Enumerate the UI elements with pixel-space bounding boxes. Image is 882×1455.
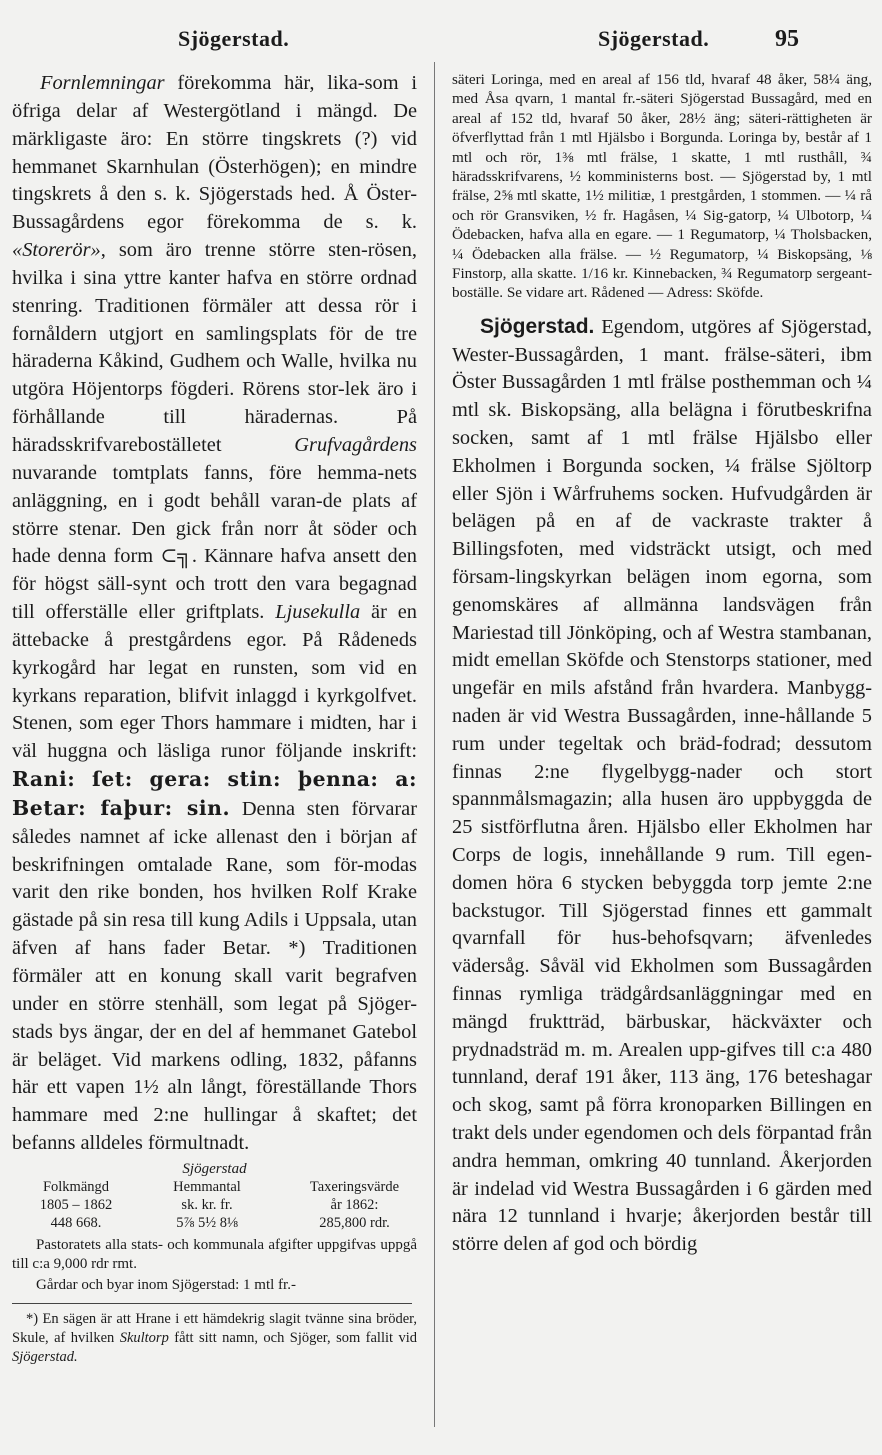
stats-note-farms: Gårdar och byar inom Sjögerstad: 1 mtl fr.-	[36, 1276, 296, 1293]
footnote	[12, 1310, 417, 1367]
intro-term: Fornlemningar	[40, 72, 165, 94]
stats-table	[12, 1178, 417, 1232]
skultorp-term: Skultorp	[119, 1329, 169, 1346]
stats-header: Folkmängd	[42, 1178, 110, 1195]
text-run: nuvarande tomtplats fanns, före hemma-nets anläggning, en i godt behåll varan-de plats af större stenar. Den gick från norr åt söder och hade denna form	[12, 461, 417, 568]
column-divider	[434, 62, 435, 1427]
text-run: Egendom, utgöres af Sjögerstad, Wester-Bussagården, 1 mant. frälse-säteri, ibm Öster Bussagården 1 mtl frälse posthemman och ¼ mtl sk. Biskopsäng, alla belägna i förutbeskrifna socken, samt af 1 mtl frälse Hjälsbo eller Ekholmen i Borgunda socken, ¼ frälse Sjöltorp eller Sjön i Wårfruhems socken. Hufvudgården är belägen på en af de vackraste trakter å Billingsfoten, med vidsträckt utsigt, och med försam-lingskyrkan belägen inom egorna, som genomskäres af allmänna landsvägen från Mariestad till Jönköping, och af Westra stambanan, midt emellan Sköfde och Stenstorps stationer, med ungefär en mils afstånd från hvardera. Manbygg-naden är vid Westra Bussagården, inne-hållande 5 rum under tegeltak och bräd-fodrad; dessutom finnas 2:ne flygelbygg-nader och stort spannmålsmagazin; alla husen äro uppbyggda de 25 sistförflutna åren. Hjälsbo eller Ekholmen har Corps de logis, innehållande 9 rum. Till egen-domen höra 6 stycken bebyggda torp jemte 2:ne backstugor. Till Sjögerstad finnes ett gammalt qvarnfall för hus-behofsqvarn; äfvenledes vädersåg. Såväl vid Ekholmen som Bussagården finnas rymliga trädgårdsanläggningar med en mängd fruktträd, bärbuskar, häckväxter och prydnadsträd m. m. Arealen upp-gifves till c:a 480 tunnland, deraf 191 åker, 113 äng, 176 beteshagar och skog, samt på förra kronoparken Billingen en trakt dels under egendomen och dels förpantad från andra hemman, omkring 40 tunnland. Åkerjorden är indelad vid Westra Bussagården i 6 gärden med nära 12 tunnland i hvarje; åkerjorden består till större delen af god och bördig	[452, 315, 872, 1256]
right-column	[452, 70, 872, 1259]
footnote-rule	[12, 1303, 412, 1304]
fornlemningar-paragraph	[12, 70, 417, 1158]
stats-header: Hemmantal	[173, 1178, 241, 1195]
stats-subheader: år 1862:	[330, 1196, 379, 1213]
text-run: Kännare hafva ansett den för högst säll-synt och trott den vara begagnad till offerställe eller griftplats.	[12, 545, 417, 624]
statistics-block	[12, 1160, 417, 1295]
ljusekulla-term: Ljusekulla	[275, 601, 361, 624]
stats-header: Taxeringsvärde	[309, 1178, 400, 1195]
text-run: Denna sten förvarar således namnet af icke allenast den i början af beskrifningen omtalade Rane, som för-modas varit den rike bonden, hos hvilken Rolf Krake gästade på sin resa till kung Adils i Uppsala, utan äfven af hans fader Betar. *) Traditionen förmäler att en konung skall varit begrafven under en större stenhäll, som legat på Sjöger-stads bys ängar, der en del af hemmanet Gatebol är beläget. Vid markens odling, 1832, påfanns här ett vapen 1½ aln långt, föreställande Thors hammare med 2:ne hullingar å skaftet; det befanns alldeles förmultnadt.	[12, 797, 417, 1155]
form-symbol: ⊂╗.	[160, 545, 197, 568]
section-heading: Sjögerstad.	[480, 314, 595, 338]
estate-paragraph	[452, 313, 872, 1259]
page-number: 95	[775, 26, 799, 52]
runic-inscription: Rani: ſet: gera: stin: þenna: a: Betar: faþur: sin.	[12, 767, 417, 820]
text-run: *) En sägen är att Hrane i ett hämdekrig slagit tvänne sina bröder, Skule, af hvilken	[12, 1310, 417, 1346]
grufvagardens-term: Grufvagårdens	[294, 433, 417, 456]
small-paragraph: säteri Loringa, med en areal af 156 tld, hvaraf 48 åker, 58¼ äng, med Åsa qvarn, 1 mantal fr.-säteri Sjögerstad Bussagård, med en areal af 152 tld, hvaraf 50 åker, 28½ äng; säteri-rättigheten är öfverflyttad från 1 mtl Hjälsbo i Borgunda. Loringa by, består af 1 mtl och rör, 1⅜ mtl frälse, 1 skatte, 1 mtl rusthåll, ¾ häradsskrifvarens, ½ komministerns bost. — Sjögerstad by, 1 mtl frälse, 2⅝ mtl skatte, 1½ militiæ, 1 prestgården, 1 stommen. — ¼ rå och rör Gransviken, ½ fr. Hagåsen, ¼ Sig-gatorp, ¼ Ulbotorp, ¼ Ödebacken, hafva alla en egare. — 1 Regumatorp, ¼ Tholsbacken, ¼ Ödebacken alla frälse. — ½ Regumatorp, ¼ Biskopsäng, ⅛ Finstorp, alla skatte. 1/16 kr. Kinnebacken, ¾ Regumatorp sergeant-boställe. Se vidare art. Rådened — Adress: Sköfde.	[452, 71, 872, 302]
running-header	[0, 26, 882, 60]
stats-subheader: sk. kr. fr.	[181, 1196, 233, 1213]
stats-title: Sjögerstad	[182, 1160, 247, 1177]
stats-subheader: 1805 – 1862	[39, 1196, 113, 1213]
stats-value: 448 668.	[50, 1214, 102, 1231]
storeror-term: «Storerör»	[12, 239, 101, 262]
estate-details-small	[452, 70, 872, 303]
stats-note: Pastoratets alla stats- och kommunala afgifter uppgifvas uppgå till c:a 9,000 rdr rmt.	[12, 1236, 417, 1272]
stats-value: 285,800 rdr.	[319, 1214, 390, 1231]
stats-value: 5⅞ 5½ 8⅛	[176, 1214, 238, 1231]
left-running-head: Sjögerstad.	[178, 26, 290, 51]
text-run: förekomma här, lika-som i öfriga delar af Westergötland i mängd. De märkligaste äro: En större tingskrets (?) vid hemmanet Skarnhulan (Österhögen); en mindre tingskrets å den s. k. Sjögerstads hed. Å Öster-Bussagårdens egor förekomma de s. k.	[12, 72, 417, 234]
left-column	[12, 70, 417, 1367]
sjogerstad-term: Sjögerstad.	[12, 1348, 78, 1365]
text-run: fått sitt namn, och Sjöger, som fallit vid	[168, 1329, 417, 1346]
sjogerstad-estate-section	[452, 313, 872, 1259]
right-running-head: Sjögerstad.	[598, 26, 710, 51]
text-run: är en ättebacke å prestgårdens egor. På Rådeneds kyrkogård har legat en runsten, som vid en kyrkans reparation, blifvit inlaggd i kyrkgolfvet. Stenen, som eger Thors hammare i midten, har i väl huggna och läsliga runor följande inskrift:	[12, 601, 417, 763]
text-run: , som äro trenne större sten-rösen, hvilka i sina yttre kanter hafva en större ordnad stenring. Traditionen förmäler att dessa rör i fornåldern utgjort en samlingsplats för de tre häraderna Kåkind, Gudhem och Walle, hvilka nu utgöra Höjentorps fögderi. Rörens stor-lek äro i förhållande till häradernas. På häradsskrifvareboställetet	[12, 239, 417, 456]
